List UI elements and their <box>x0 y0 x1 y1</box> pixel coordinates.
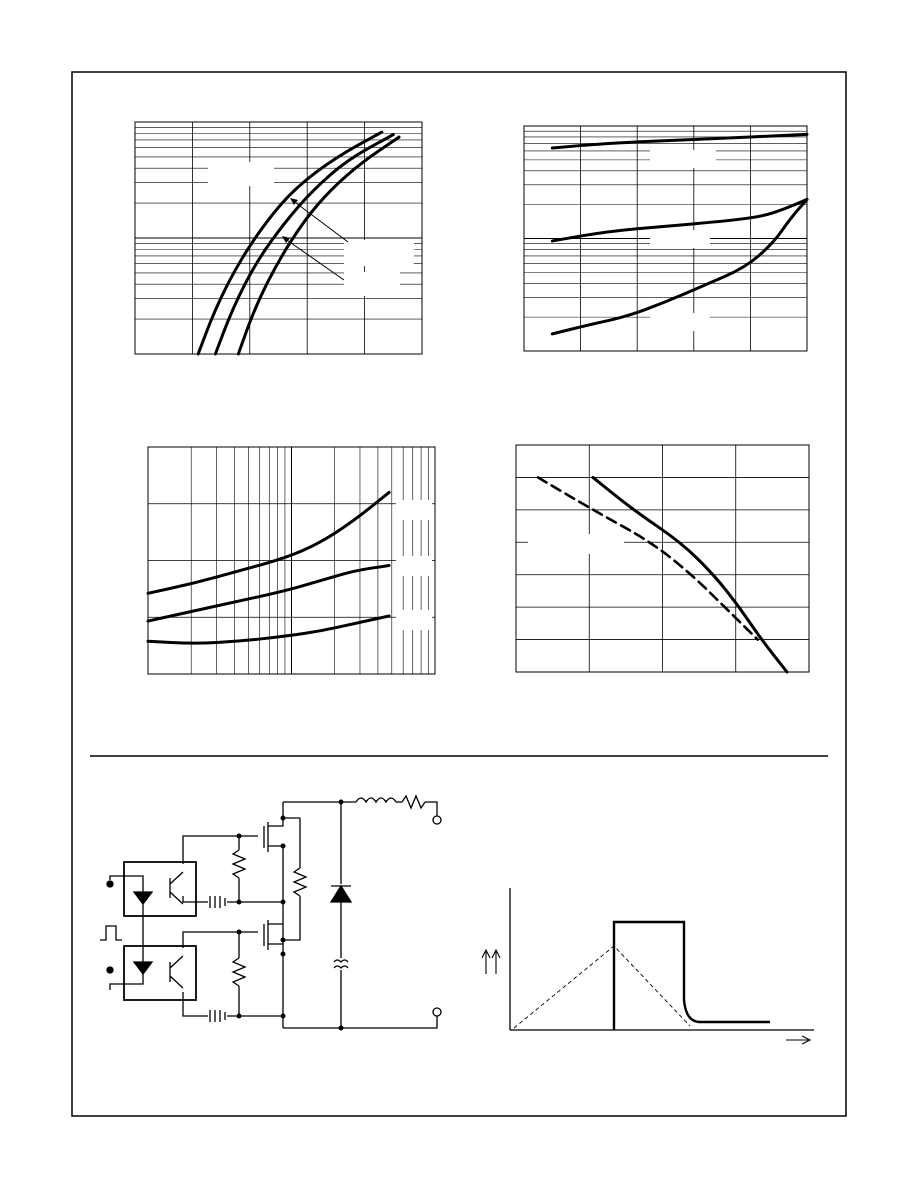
chart-middle-left <box>148 447 435 674</box>
chart-top-right <box>524 126 807 351</box>
phototransistor <box>170 956 183 988</box>
output-terminal <box>433 816 441 824</box>
chart2-label-box <box>650 313 710 331</box>
chart2-label-box <box>650 150 716 168</box>
optocoupler-upper <box>124 862 196 916</box>
junction-dot <box>237 900 242 905</box>
phototransistor <box>170 872 183 904</box>
junction-dot <box>281 844 286 849</box>
inductor-symbol <box>356 798 396 802</box>
chart1-label-box <box>344 272 400 296</box>
circuit-wire <box>425 802 437 816</box>
battery-symbol <box>210 1010 225 1022</box>
switching-waveform <box>482 888 814 1044</box>
capacitor-symbol <box>334 960 348 968</box>
junction-dot <box>237 930 242 935</box>
up-arrow-icon <box>482 950 490 974</box>
mosfet-lower <box>264 920 283 950</box>
junction-dot <box>237 1014 242 1019</box>
chart3-label-box <box>396 610 432 630</box>
chart3-label-box <box>396 500 432 520</box>
pulse-symbol <box>100 926 122 940</box>
mosfet-upper <box>264 814 283 852</box>
optocoupler-lower <box>124 946 196 1000</box>
circuit-wire <box>283 1016 437 1028</box>
resistor-symbol <box>402 796 425 808</box>
up-arrow-icon <box>492 950 500 974</box>
resistor-symbol <box>294 868 306 896</box>
waveform-current-ramp <box>514 946 690 1028</box>
chart1-label-box <box>344 240 414 266</box>
chart2-label-box <box>650 230 710 248</box>
circuit-wire <box>183 836 239 864</box>
diode-symbol <box>331 886 351 902</box>
resistor-symbol <box>233 958 245 986</box>
chart1-grid <box>135 122 422 354</box>
junction-dot <box>281 1014 286 1019</box>
junction-dot <box>281 900 286 905</box>
chart1-label-box <box>208 162 274 186</box>
junction-dot <box>281 816 286 821</box>
circuit-wire <box>283 896 300 940</box>
test-circuit-schematic <box>100 796 441 1031</box>
led-symbol <box>134 892 152 904</box>
junction-dot <box>339 1026 344 1031</box>
output-terminal <box>433 1008 441 1016</box>
led-symbol <box>134 962 152 974</box>
chart-top-left <box>135 122 422 354</box>
input-terminal <box>107 967 113 973</box>
chart3-label-box <box>396 556 432 576</box>
input-terminal <box>107 881 113 887</box>
junction-dot <box>237 834 242 839</box>
waveform-pulse <box>614 922 770 1030</box>
junction-dot <box>281 952 286 957</box>
resistor-symbol <box>233 850 245 878</box>
junction-dot <box>339 800 344 805</box>
chart3-grid <box>148 447 435 674</box>
time-arrow-icon <box>786 1036 810 1044</box>
chart4-label-box <box>528 534 624 554</box>
junction-dot <box>281 938 286 943</box>
chart-middle-right <box>516 445 809 672</box>
battery-symbol <box>210 896 225 908</box>
